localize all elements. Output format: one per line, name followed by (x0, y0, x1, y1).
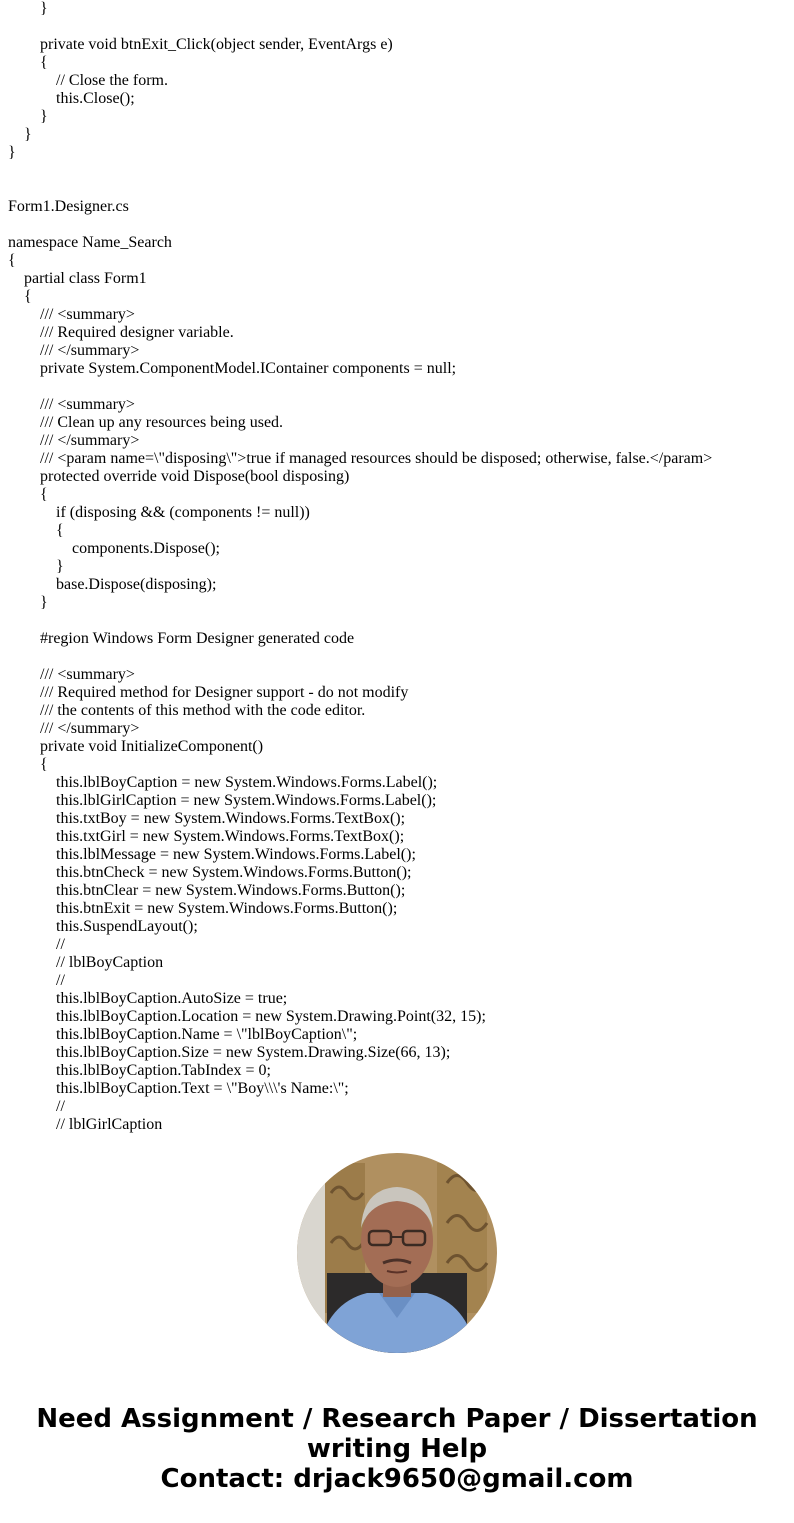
code-line: this.lblBoyCaption.TabIndex = 0; (8, 1062, 271, 1079)
code-line: // Close the form. (8, 72, 168, 89)
code-line (8, 18, 788, 36)
code-line: #region Windows Form Designer generated code (8, 630, 355, 647)
code-line: if (disposing && (components != null)) (8, 504, 310, 521)
code-line: { (8, 756, 48, 773)
code-line (8, 180, 788, 198)
code-line: /// </summary> (8, 432, 140, 449)
code-line: components.Dispose(); (8, 540, 220, 557)
code-line: // lblGirlCaption (8, 1116, 163, 1133)
code-line: /// </summary> (8, 720, 140, 737)
footer-line-3: Contact: drjack9650@gmail.com (160, 1464, 634, 1494)
code-line: /// <summary> (8, 306, 135, 323)
code-line: this.btnClear = new System.Windows.Forms.Button(); (8, 882, 406, 899)
code-line: partial class Form1 (8, 270, 147, 287)
code-line: } (8, 0, 48, 17)
code-line: { (8, 522, 64, 539)
code-line: } (8, 126, 32, 143)
code-line: this.btnCheck = new System.Windows.Forms.Button(); (8, 864, 412, 881)
code-line: } (8, 144, 16, 161)
code-line: // lblBoyCaption (8, 954, 164, 971)
code-line: this.txtGirl = new System.Windows.Forms.TextBox(); (8, 828, 405, 845)
code-line: } (8, 558, 64, 575)
code-line: // (8, 1098, 65, 1115)
code-line: this.Close(); (8, 90, 135, 107)
footer-line-2: writing Help (306, 1434, 488, 1464)
code-line: { (8, 252, 16, 269)
code-line: this.lblBoyCaption.Text = \"Boy\\\'s Name:\"; (8, 1080, 349, 1097)
code-line: this.lblGirlCaption = new System.Windows.Forms.Label(); (8, 792, 437, 809)
code-line: // (8, 936, 65, 953)
code-listing (8, 0, 788, 1134)
code-line: /// <param name=\"disposing\">true if managed resources should be disposed; otherwise, false.</param> (8, 450, 713, 467)
code-line: this.lblBoyCaption.AutoSize = true; (8, 990, 288, 1007)
code-line (8, 216, 788, 234)
code-line: // (8, 972, 65, 989)
code-line: this.lblBoyCaption.Location = new System.Drawing.Point(32, 15); (8, 1008, 486, 1025)
code-line: /// <summary> (8, 666, 135, 683)
code-line: Form1.Designer.cs (8, 198, 129, 215)
code-line: this.lblMessage = new System.Windows.Forms.Label(); (8, 846, 416, 863)
author-avatar-icon (297, 1153, 497, 1353)
code-line: /// </summary> (8, 342, 140, 359)
code-line: /// the contents of this method with the code editor. (8, 702, 366, 719)
footer-line-1: Need Assignment / Research Paper / Dissertation (36, 1404, 758, 1434)
code-line (8, 378, 788, 396)
code-line (8, 162, 788, 180)
code-line: this.lblBoyCaption.Size = new System.Drawing.Size(66, 13); (8, 1044, 451, 1061)
code-line: } (8, 108, 48, 125)
code-line: this.lblBoyCaption = new System.Windows.Forms.Label(); (8, 774, 438, 791)
code-line (8, 648, 788, 666)
code-line: this.btnExit = new System.Windows.Forms.Button(); (8, 900, 398, 917)
code-line: /// Required designer variable. (8, 324, 234, 341)
code-line: namespace Name_Search (8, 234, 172, 251)
avatar-left-wall (297, 1153, 325, 1353)
code-line: { (8, 486, 48, 503)
code-line: { (8, 54, 48, 71)
code-line: this.SuspendLayout(); (8, 918, 198, 935)
code-line (8, 612, 788, 630)
code-line: private System.ComponentModel.IContainer components = null; (8, 360, 457, 377)
code-line: } (8, 594, 48, 611)
code-line: private void btnExit_Click(object sender, EventArgs e) (8, 36, 393, 53)
code-line: this.lblBoyCaption.Name = \"lblBoyCaption\"; (8, 1026, 358, 1043)
code-line: /// Required method for Designer support - do not modify (8, 684, 409, 701)
code-line: /// <summary> (8, 396, 135, 413)
code-line: private void InitializeComponent() (8, 738, 264, 755)
footer-contact (0, 1404, 794, 1494)
code-line: { (8, 288, 32, 305)
code-line: base.Dispose(disposing); (8, 576, 217, 593)
code-line: this.txtBoy = new System.Windows.Forms.TextBox(); (8, 810, 406, 827)
code-line: protected override void Dispose(bool disposing) (8, 468, 350, 485)
code-line: /// Clean up any resources being used. (8, 414, 284, 431)
